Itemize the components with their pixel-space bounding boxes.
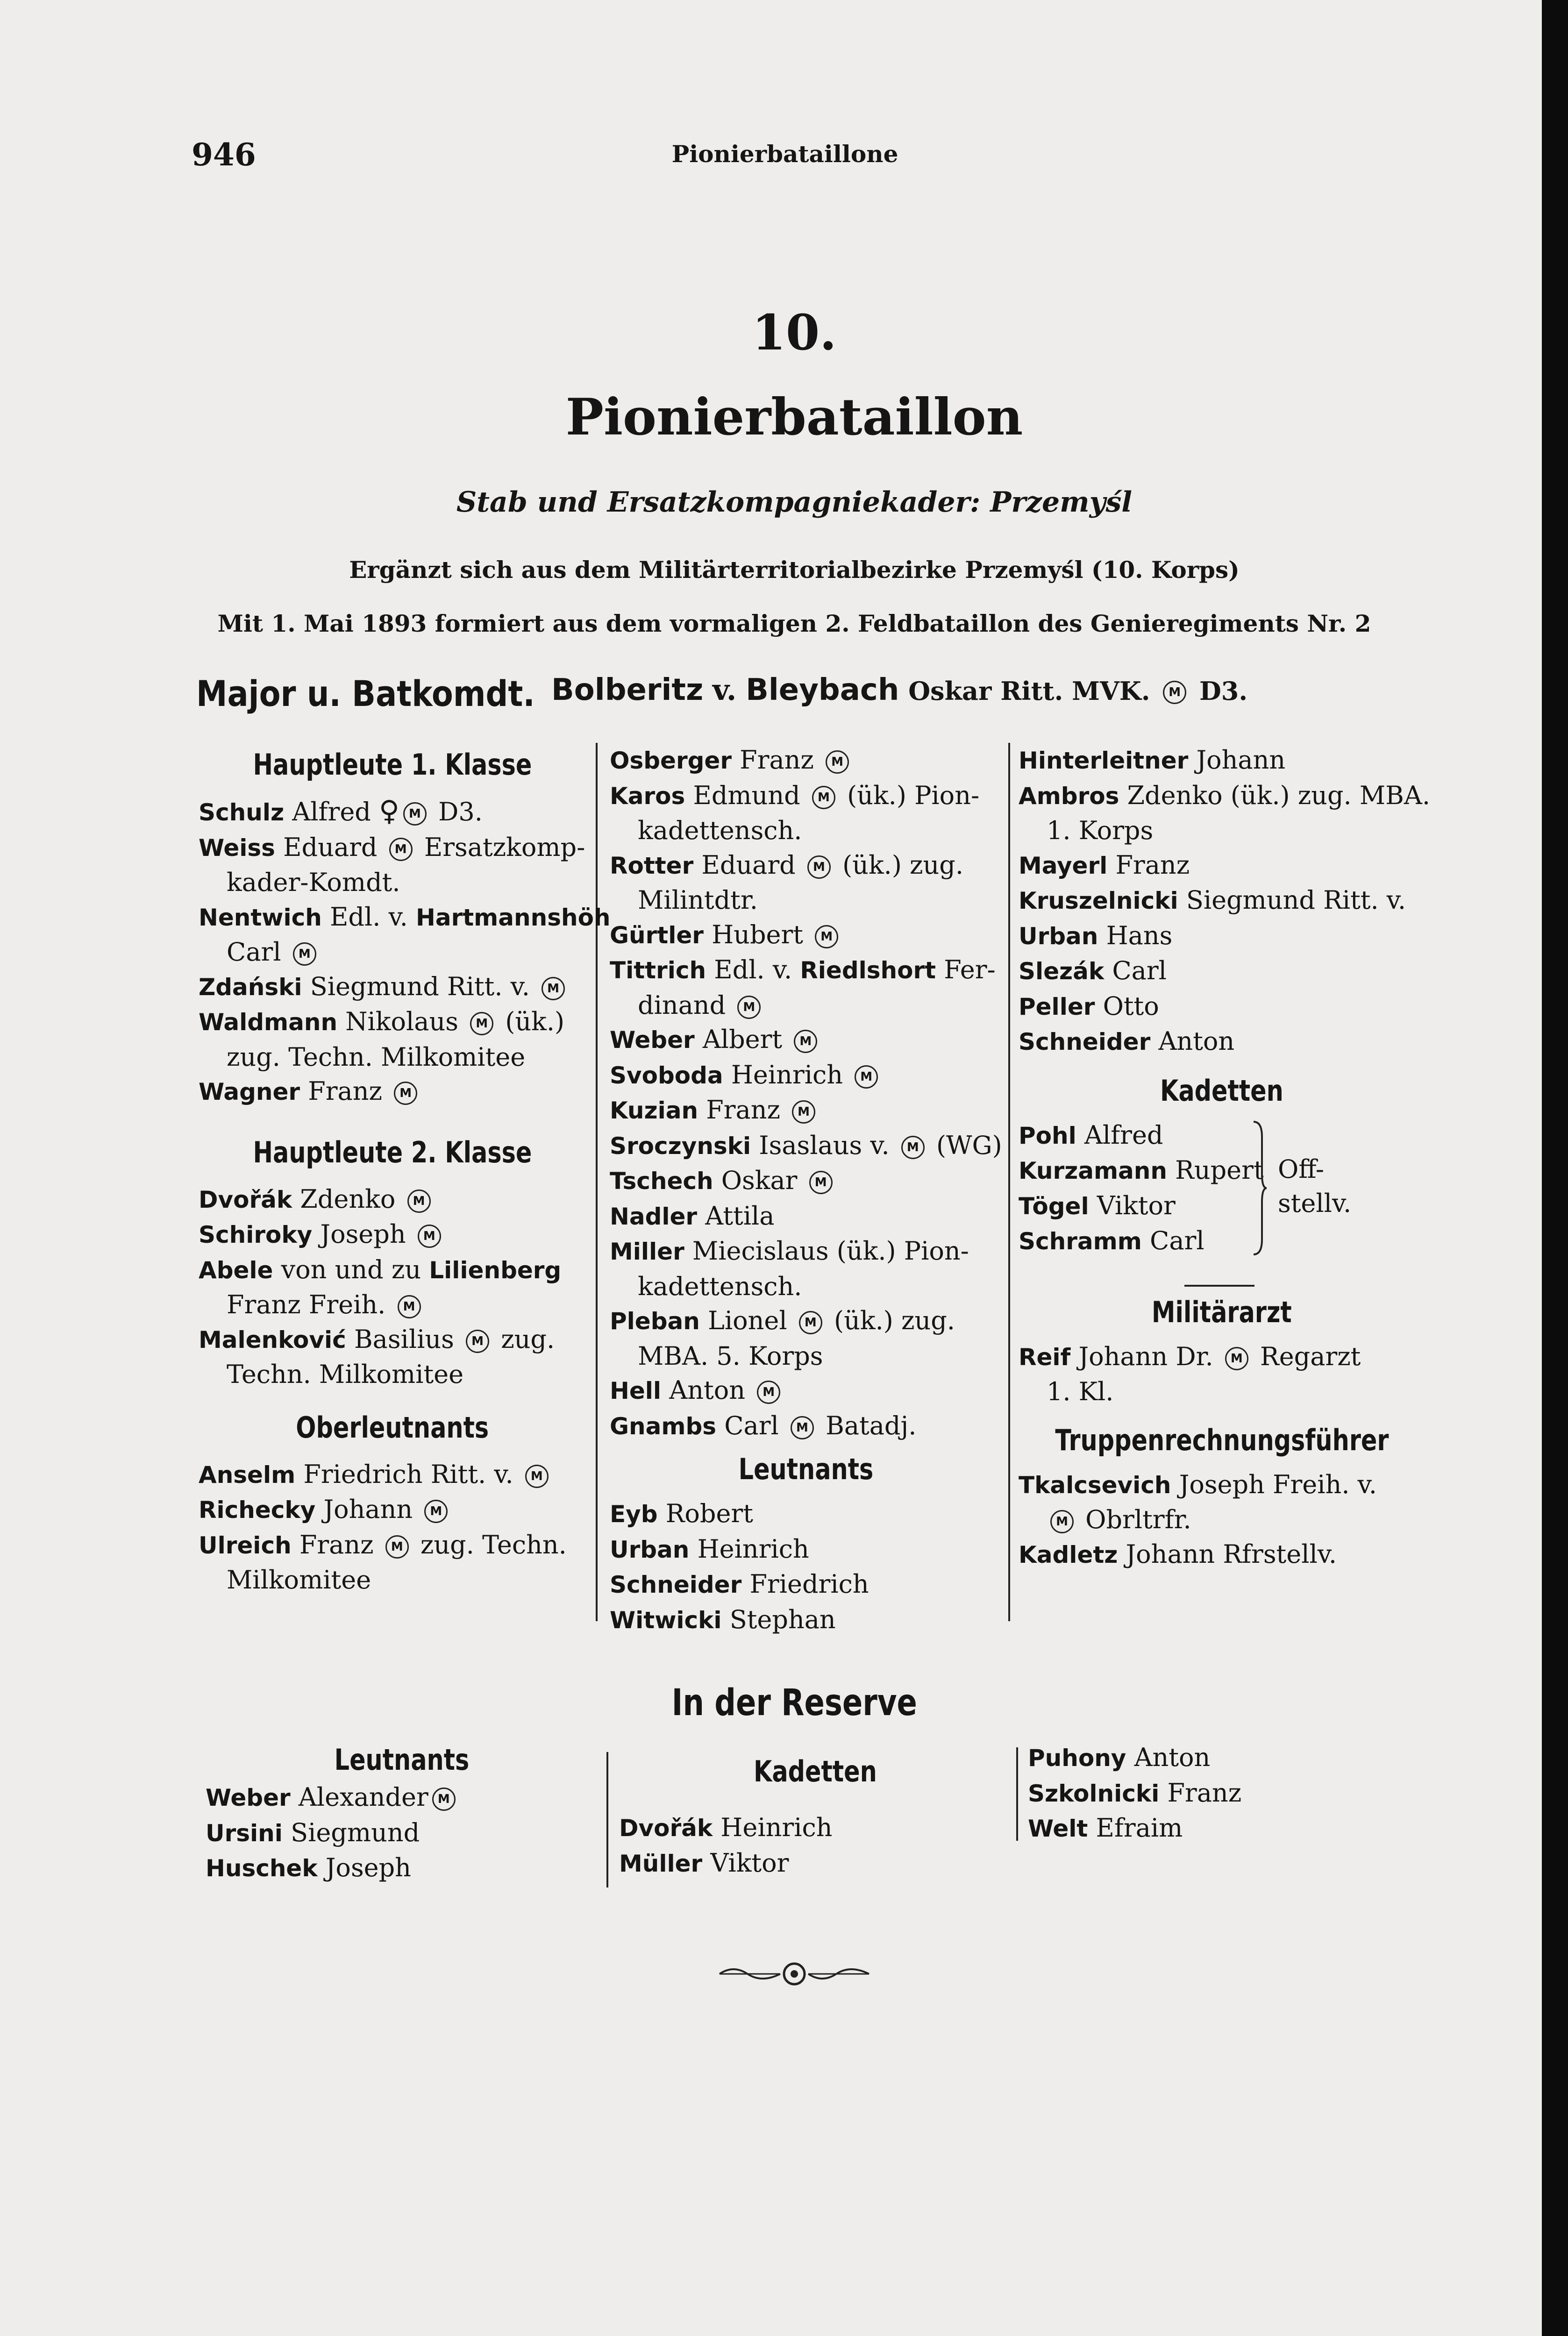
list-item: Waldmann Nikolaus M (ük.): [199, 1007, 565, 1036]
military-merit-mark-icon: M: [398, 1295, 421, 1318]
military-merit-mark-icon: M: [525, 1465, 549, 1488]
divider: [1184, 1285, 1254, 1287]
heading-leutnants: Leutnants: [738, 1452, 874, 1486]
running-title: Pionierbataillone: [671, 140, 898, 168]
list-item: Schramm Carl: [1019, 1226, 1205, 1255]
list-item: Welt Efraim: [1028, 1813, 1183, 1843]
recruitment-line: Ergänzt sich aus dem Militärterritorialbezirke Przemyśl (10. Korps): [349, 556, 1240, 584]
column-1: [199, 748, 611, 1597]
list-item: Zdański Siegmund Ritt. v. M: [199, 969, 586, 1005]
list-item: Eyb Robert: [610, 1499, 753, 1528]
reserve-heading-wrap: [514, 1682, 1075, 1724]
military-merit-mark-icon: M: [394, 1082, 417, 1105]
list-item-continuation: kader-Komdt.: [227, 868, 400, 897]
military-merit-mark-icon: M: [1050, 1510, 1074, 1533]
reserve-column-2: [619, 1754, 1012, 1881]
list-item-continuation: M Obrltrfr.: [1019, 1503, 1425, 1537]
list-item: Kuzian Franz M: [610, 1093, 1002, 1128]
column-divider-left: [596, 743, 598, 1621]
list-item: Schneider Anton: [1019, 1026, 1235, 1056]
list-item-continuation: Carl M: [199, 935, 586, 969]
military-merit-mark-icon: M: [1225, 1347, 1248, 1370]
order-icon: ♀: [379, 795, 399, 827]
list-item: Abele von und zu Lilienberg: [199, 1254, 562, 1284]
heading-militaerarzt: Militärarzt: [1152, 1295, 1292, 1329]
kadetten-note-1: Off-: [1278, 1154, 1324, 1184]
page-title: Pionierbataillon: [565, 388, 1023, 447]
list-item: Slezák Carl: [1019, 956, 1167, 985]
list-item: Kadletz Johann Rfrstellv.: [1019, 1539, 1337, 1569]
list-item: Müller Viktor: [619, 1848, 789, 1878]
list-item: Miller Miecislaus (ük.) Pion-: [610, 1236, 969, 1266]
military-merit-mark-icon: M: [791, 1416, 814, 1439]
list-item: Szkolnicki Franz: [1028, 1778, 1242, 1808]
heading-oberleutnants: Oberleutnants: [296, 1410, 489, 1445]
list-item: Witwicki Stephan: [610, 1604, 836, 1634]
list-item-continuation: 1. Kl.: [1047, 1377, 1114, 1406]
garrison-line: Stab und Ersatzkompagniekader: Przemyśl: [456, 486, 1133, 519]
list-item: Kruszelnicki Siegmund Ritt. v.: [1019, 885, 1406, 915]
list-item: Pleban Lionel M (ük.) zug.: [610, 1306, 955, 1335]
military-merit-mark-icon: M: [809, 1171, 833, 1194]
list-item: Schulz Alfred ♀ M D3.: [199, 795, 483, 827]
commander-name: Bolberitz v. Bleybach Oskar Ritt. MVK. M D3.: [551, 673, 1248, 707]
list-item: Urban Hans: [1019, 920, 1173, 950]
list-item: Tkalcsevich Joseph Freih. v.: [1019, 1469, 1377, 1499]
list-item: Weber Albert M: [610, 1022, 1002, 1058]
list-item-continuation: Franz Freih. M: [199, 1288, 586, 1322]
military-merit-mark-icon: M: [432, 1788, 456, 1811]
list-item: Urban Heinrich: [610, 1534, 809, 1564]
list-item: Malenković Basilius M zug.: [199, 1324, 555, 1354]
military-merit-mark-icon: M: [807, 855, 831, 879]
column-2: [610, 743, 1002, 1638]
list-item: Schiroky Joseph M: [199, 1217, 586, 1253]
reserve-column-1: [206, 1743, 598, 1886]
curly-brace-icon: [1250, 1118, 1269, 1258]
list-item: Tschech Oskar M: [610, 1163, 1002, 1199]
list-item-continuation: kadettensch.: [638, 816, 802, 845]
list-item: Karos Edmund M (ük.) Pion-: [610, 780, 980, 810]
military-merit-mark-icon: M: [466, 1330, 489, 1353]
list-item: Kurzamann Rupert: [1019, 1155, 1264, 1185]
list-item: Hinterleitner Johann: [1019, 745, 1286, 775]
list-item: Nentwich Edl. v. Hartmannshöh: [199, 902, 611, 932]
list-item: Ursini Siegmund: [206, 1817, 420, 1847]
military-merit-mark-icon: M: [389, 838, 413, 861]
military-merit-mark-icon: M: [385, 1535, 409, 1559]
military-merit-mark-icon: M: [757, 1381, 780, 1404]
list-item: Puhony Anton: [1028, 1743, 1211, 1772]
list-item: Weiss Eduard M Ersatzkomp-: [199, 832, 585, 862]
column-3: [1019, 743, 1430, 1572]
heading-hauptleute-1: Hauptleute 1. Klasse: [253, 748, 532, 782]
military-merit-mark-icon: M: [1163, 681, 1186, 704]
list-item-continuation: Milintdtr.: [638, 885, 758, 915]
list-item: Richecky Johann M: [199, 1492, 586, 1528]
list-item-continuation: Techn. Milkomitee: [227, 1360, 464, 1389]
list-item: Huschek Joseph: [206, 1853, 411, 1882]
military-merit-mark-icon: M: [901, 1136, 925, 1159]
list-item: Tögel Viktor: [1019, 1190, 1176, 1220]
kadetten-group: [1019, 1118, 1425, 1259]
page-number: 946: [192, 136, 256, 173]
list-item: Anselm Friedrich Ritt. v. M: [199, 1457, 586, 1493]
formation-line: Mit 1. Mai 1893 formiert aus dem vormaligen 2. Feldbataillon des Genieregiments Nr. 2: [217, 610, 1371, 637]
military-merit-mark-icon: M: [826, 750, 849, 774]
reserve-heading: In der Reserve: [671, 1682, 917, 1724]
list-item: Mayerl Franz: [1019, 850, 1190, 880]
military-merit-mark-icon: M: [737, 996, 761, 1019]
heading-hauptleute-2: Hauptleute 2. Klasse: [253, 1135, 532, 1169]
list-item: Nadler Attila: [610, 1201, 775, 1231]
heading-kadetten: Kadetten: [1160, 1073, 1283, 1108]
list-item: Ambros Zdenko (ük.) zug. MBA.: [1019, 780, 1430, 810]
military-merit-mark-icon: M: [794, 1030, 817, 1053]
military-merit-mark-icon: M: [418, 1225, 441, 1248]
ornament-divider-icon: [715, 1955, 874, 1993]
military-merit-mark-icon: M: [792, 1100, 815, 1124]
list-item: Gnambs Carl M Batadj.: [610, 1410, 917, 1440]
list-item-continuation: kadettensch.: [638, 1271, 802, 1301]
reserve-divider-right: [1016, 1747, 1018, 1841]
reserve-heading-kadetten: Kadetten: [754, 1754, 877, 1788]
list-item: Reif Johann Dr. M Regarzt: [1019, 1341, 1361, 1371]
reserve-column-3: [1028, 1740, 1420, 1846]
military-merit-mark-icon: M: [815, 925, 838, 948]
military-merit-mark-icon: M: [424, 1500, 448, 1523]
military-merit-mark-icon: M: [293, 942, 316, 966]
list-item-continuation: MBA. 5. Korps: [638, 1341, 823, 1371]
list-item: Pohl Alfred: [1019, 1120, 1163, 1150]
kadetten-note-2: stellv.: [1278, 1188, 1352, 1218]
list-item: Tittrich Edl. v. Riedlshort Fer-: [610, 955, 996, 984]
list-item-continuation: Milkomitee: [227, 1565, 371, 1595]
military-merit-mark-icon: M: [403, 802, 427, 826]
reserve-divider-left: [606, 1752, 608, 1887]
military-merit-mark-icon: M: [470, 1012, 493, 1035]
list-item-continuation: dinand M: [610, 988, 1002, 1023]
list-item: Sroczynski Isaslaus v. M (WG): [610, 1130, 1002, 1160]
column-divider-right: [1008, 743, 1010, 1621]
list-item: Schneider Friedrich: [610, 1569, 869, 1599]
heading-truppenrechnungsfuehrer: Truppenrechnungsführer: [1055, 1423, 1389, 1457]
military-merit-mark-icon: M: [812, 786, 835, 809]
list-item: Weber Alexander M: [206, 1780, 598, 1816]
list-item-continuation: 1. Korps: [1047, 816, 1154, 845]
list-item: Osberger Franz M: [610, 743, 1002, 778]
list-item: Peller Otto: [1019, 991, 1159, 1021]
list-item: Hell Anton M: [610, 1373, 1002, 1409]
commander-rank: Major u. Batkomdt.: [196, 673, 535, 714]
list-item: Rotter Eduard M (ük.) zug.: [610, 850, 964, 880]
list-item-continuation: zug. Techn. Milkomitee: [227, 1042, 526, 1072]
battalion-number: 10.: [752, 304, 837, 361]
list-item: Ulreich Franz M zug. Techn.: [199, 1530, 567, 1560]
military-merit-mark-icon: M: [799, 1311, 822, 1334]
military-merit-mark-icon: M: [855, 1065, 878, 1089]
military-merit-mark-icon: M: [407, 1189, 431, 1213]
list-item: Gürtler Hubert M: [610, 918, 1002, 953]
list-item: Dvořák Zdenko M: [199, 1182, 586, 1218]
reserve-heading-leutnants: Leutnants: [334, 1743, 470, 1777]
military-merit-mark-icon: M: [542, 977, 565, 1000]
list-item: Dvořák Heinrich: [619, 1813, 833, 1842]
list-item: Wagner Franz M: [199, 1074, 586, 1110]
commander-line: [196, 673, 1248, 714]
list-item: Svoboda Heinrich M: [610, 1058, 1002, 1093]
